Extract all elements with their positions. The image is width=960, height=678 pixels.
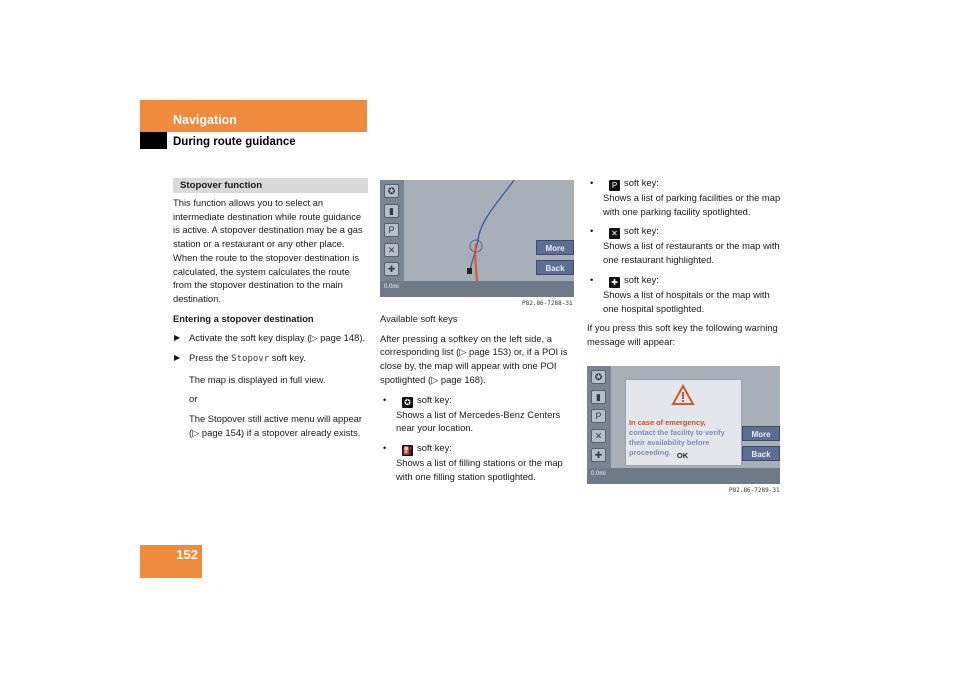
page-number: 152 [176, 547, 198, 562]
arrow-icon: ▶ [174, 353, 181, 363]
back-softkey[interactable]: Back [742, 446, 780, 461]
poi-sidebar [587, 366, 611, 484]
section-heading: Stopover function [173, 178, 368, 193]
column-middle [380, 312, 576, 483]
distance-readout: 0.0mi [384, 284, 399, 290]
restaurant-icon[interactable]: ✕ [384, 243, 399, 257]
poi-sidebar [380, 180, 404, 297]
parking-icon: P [609, 180, 620, 191]
column-left [173, 178, 368, 440]
softkey-item-mercedes: • ✪ soft key: Shows a list of Mercedes-Benz Centers near your location. [383, 393, 561, 434]
parking-icon[interactable]: P [384, 223, 399, 237]
result-2: The Stopover still active menu will appear (▷ page 154) if a stopover already exists. [189, 413, 362, 438]
stopovr-key: Stopovr [231, 354, 270, 365]
step-2: ▶ Press the Stopovr soft key. [174, 352, 306, 365]
mercedes-star-icon[interactable]: ✪ [384, 184, 399, 198]
chapter-title: Navigation [173, 113, 237, 127]
mercedes-star-icon: ✪ [402, 397, 413, 408]
header-marker [140, 132, 167, 149]
warning-intro: If you press this soft key the following warning message will appear: [587, 322, 778, 347]
status-bar [380, 281, 574, 297]
column-right [587, 176, 782, 349]
section-subtitle: During route guidance [173, 136, 296, 148]
softkey-item-restaurant: • ✕ soft key: Shows a list of restaurants or the map with one restaurant highlighted. [590, 225, 780, 266]
mercedes-star-icon[interactable]: ✪ [591, 370, 606, 384]
restaurant-icon: ✕ [609, 228, 620, 239]
more-softkey[interactable]: More [742, 426, 780, 441]
figure-caption: P82.86-7288-31 [522, 300, 573, 307]
hospital-icon: ✚ [609, 277, 620, 288]
hospital-icon[interactable]: ✚ [591, 448, 606, 462]
subheading: Entering a stopover destination [173, 312, 314, 324]
result-1: The map is displayed in full view. [189, 373, 326, 385]
map-canvas [380, 180, 574, 297]
warning-message: In case of emergency, contact the facility to verify their availability before proceeding. [629, 418, 725, 457]
arrow-icon: ▶ [174, 333, 181, 343]
fuel-pump-icon: ⛽ [402, 445, 413, 455]
softkey-item-fuel: • ⛽ soft key: Shows a list of filling stations or the map with one filling station spotlighted. [383, 441, 563, 482]
or-text: or [189, 393, 198, 405]
warning-triangle-icon [671, 384, 695, 406]
distance-readout: 0.0mi [591, 471, 606, 477]
parking-icon[interactable]: P [591, 409, 606, 423]
fuel-pump-icon[interactable]: ▮ [384, 204, 399, 218]
ok-button[interactable]: OK [676, 451, 689, 460]
figure-caption: P82.86-7289-31 [729, 487, 780, 494]
step-1: ▶ Activate the soft key display (▷ page 148). [174, 332, 366, 344]
available-heading: Available soft keys [380, 313, 458, 324]
back-softkey[interactable]: Back [536, 260, 574, 275]
map-screenshot [380, 180, 574, 297]
available-text: After pressing a softkey on the left side, a corresponding list (▷ page 153) or, if a POI is close by, the map will appear with one POI spotlighted (▷ page 168). [380, 332, 568, 385]
hospital-icon[interactable]: ✚ [384, 262, 399, 276]
more-softkey[interactable]: More [536, 240, 574, 255]
fuel-pump-icon[interactable]: ▮ [591, 390, 606, 404]
softkey-item-parking: • P soft key: Shows a list of parking facilities or the map with one parking facility spotlighted. [590, 177, 781, 217]
intro-text: This function allows you to select an intermediate destination while route guidance is active. A stopover destination may be a gas station or a restaurant or any other place. When the route to the stopover destination is calculated, the system calculates the route from the stopover destination to the main destination. [173, 197, 363, 304]
restaurant-icon[interactable]: ✕ [591, 429, 606, 443]
softkey-item-hospital: • ✚ soft key: Shows a list of hospitals or the map with one hospital spotlighted. [590, 273, 770, 314]
status-bar [587, 468, 780, 484]
warning-screenshot [587, 366, 780, 484]
